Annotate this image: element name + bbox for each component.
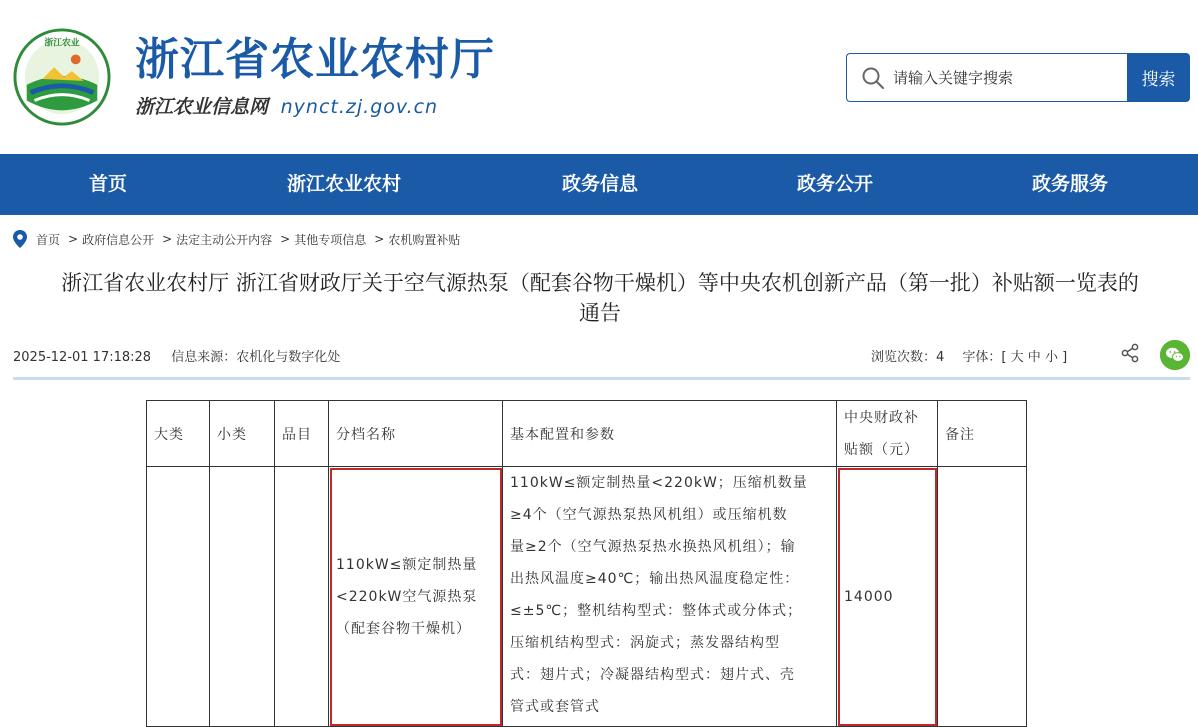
config-line: 出热风温度≥40℃；输出热风温度稳定性： [510,571,800,587]
header-category: 大类 [147,401,210,467]
breadcrumb-separator: > [374,232,385,246]
header-subcategory: 小类 [210,401,275,467]
tier-name-line: <220kW空气源热泵 [336,588,478,605]
cell-tier-name [329,467,503,727]
header-subsidy [837,401,938,467]
header-item: 品目 [275,401,329,467]
font-size-large[interactable]: 大 [1010,350,1024,365]
breadcrumb-home[interactable]: 首页 [36,232,61,247]
header-config: 基本配置和参数 [503,401,837,467]
breadcrumb-special-info[interactable]: 其他专项信息 [294,232,367,247]
tier-name-line: 110kW≤额定制热量 [336,556,478,573]
article-title [20,268,1180,328]
breadcrumb-machinery-subsidy[interactable]: 农机购置补贴 [388,232,461,247]
view-count: 浏览次数：4 [871,350,945,365]
article-meta [13,346,340,365]
publish-date: 2025-12-01 17:18:28 [13,350,152,365]
tier-name-line: （配套谷物干燥机） [336,620,471,637]
location-pin-icon [13,230,27,248]
header-remark: 备注 [938,401,1027,467]
nav-item-zhejiang-agriculture[interactable]: 浙江农业农村 [286,173,401,195]
wechat-icon[interactable] [1160,340,1190,370]
search-input[interactable] [893,62,1118,94]
cell-category [147,467,210,727]
nav-item-government-services[interactable]: 政务服务 [1031,173,1108,195]
breadcrumb-statutory-content[interactable]: 法定主动公开内容 [176,232,273,247]
ministry-logo-icon[interactable] [13,28,111,126]
article-tools [871,346,1067,365]
font-size-label: 字体：[ [962,350,1007,365]
config-line: ≥4个（空气源热泵热风机组）或压缩机数 [510,507,788,523]
svg-text:浙江农业: 浙江农业 [44,38,80,49]
font-size-small[interactable]: 小 [1044,350,1058,365]
article-title-line-2: 通告 [579,301,621,325]
cell-item [275,467,329,727]
cell-config [503,467,837,727]
site-subtitle [135,92,438,119]
search-box [846,53,1128,102]
config-line: 量≥2个（空气源热泵热水换热风机组）；输 [510,539,796,555]
config-line: 管式或套管式 [510,699,600,715]
config-line: 式：翅片式；冷凝器结构型式：翅片式、壳 [510,667,795,683]
cell-subsidy: 14000 [837,467,938,727]
breadcrumb-separator: > [280,232,291,246]
nav-item-government-disclosure[interactable]: 政务公开 [796,173,873,195]
breadcrumb [13,229,460,249]
site-title: 浙江省农业农村厅 [135,34,495,85]
main-nav [0,154,1198,215]
cell-subcategory [210,467,275,727]
header-subsidy-line-1: 中央财政补 [844,409,919,426]
cell-remark [938,467,1027,727]
font-size-medium[interactable]: 中 [1027,350,1041,365]
nav-item-government-info[interactable]: 政务信息 [561,173,638,195]
header-tier-name: 分档名称 [329,401,503,467]
search-icon [861,66,885,90]
search-button[interactable]: 搜索 [1127,53,1190,102]
subsidy-table [146,400,1027,727]
content-divider [13,377,1190,380]
nav-item-home[interactable]: 首页 [88,173,127,195]
breadcrumb-gov-info-disclosure[interactable]: 政府信息公开 [82,232,155,247]
config-line: ≤±5℃；整机结构型式：整体式或分体式； [510,603,803,619]
config-line: 110kW≤额定制热量<220kW；压缩机数量 [510,475,808,491]
font-size-bracket: ] [1062,350,1068,365]
table-header-row [147,401,1027,467]
header-subsidy-line-2: 贴额（元） [844,441,919,458]
breadcrumb-separator: > [162,232,173,246]
article-title-line-1: 浙江省农业农村厅 浙江省财政厅关于空气源热泵（配套谷物干燥机）等中央农机创新产品（第一批）补贴额一览表的 [61,271,1139,295]
breadcrumb-separator: > [68,232,79,246]
config-line: 压缩机结构型式：涡旋式；蒸发器结构型 [510,635,780,651]
info-source: 信息来源：农机化与数字化处 [171,350,341,365]
site-subtitle-text: 浙江农业信息网 [135,96,269,118]
table-row [147,467,1027,727]
site-domain: nynct.zj.gov.cn [280,96,439,118]
share-icon[interactable] [1120,343,1140,363]
site-header [0,0,1198,154]
